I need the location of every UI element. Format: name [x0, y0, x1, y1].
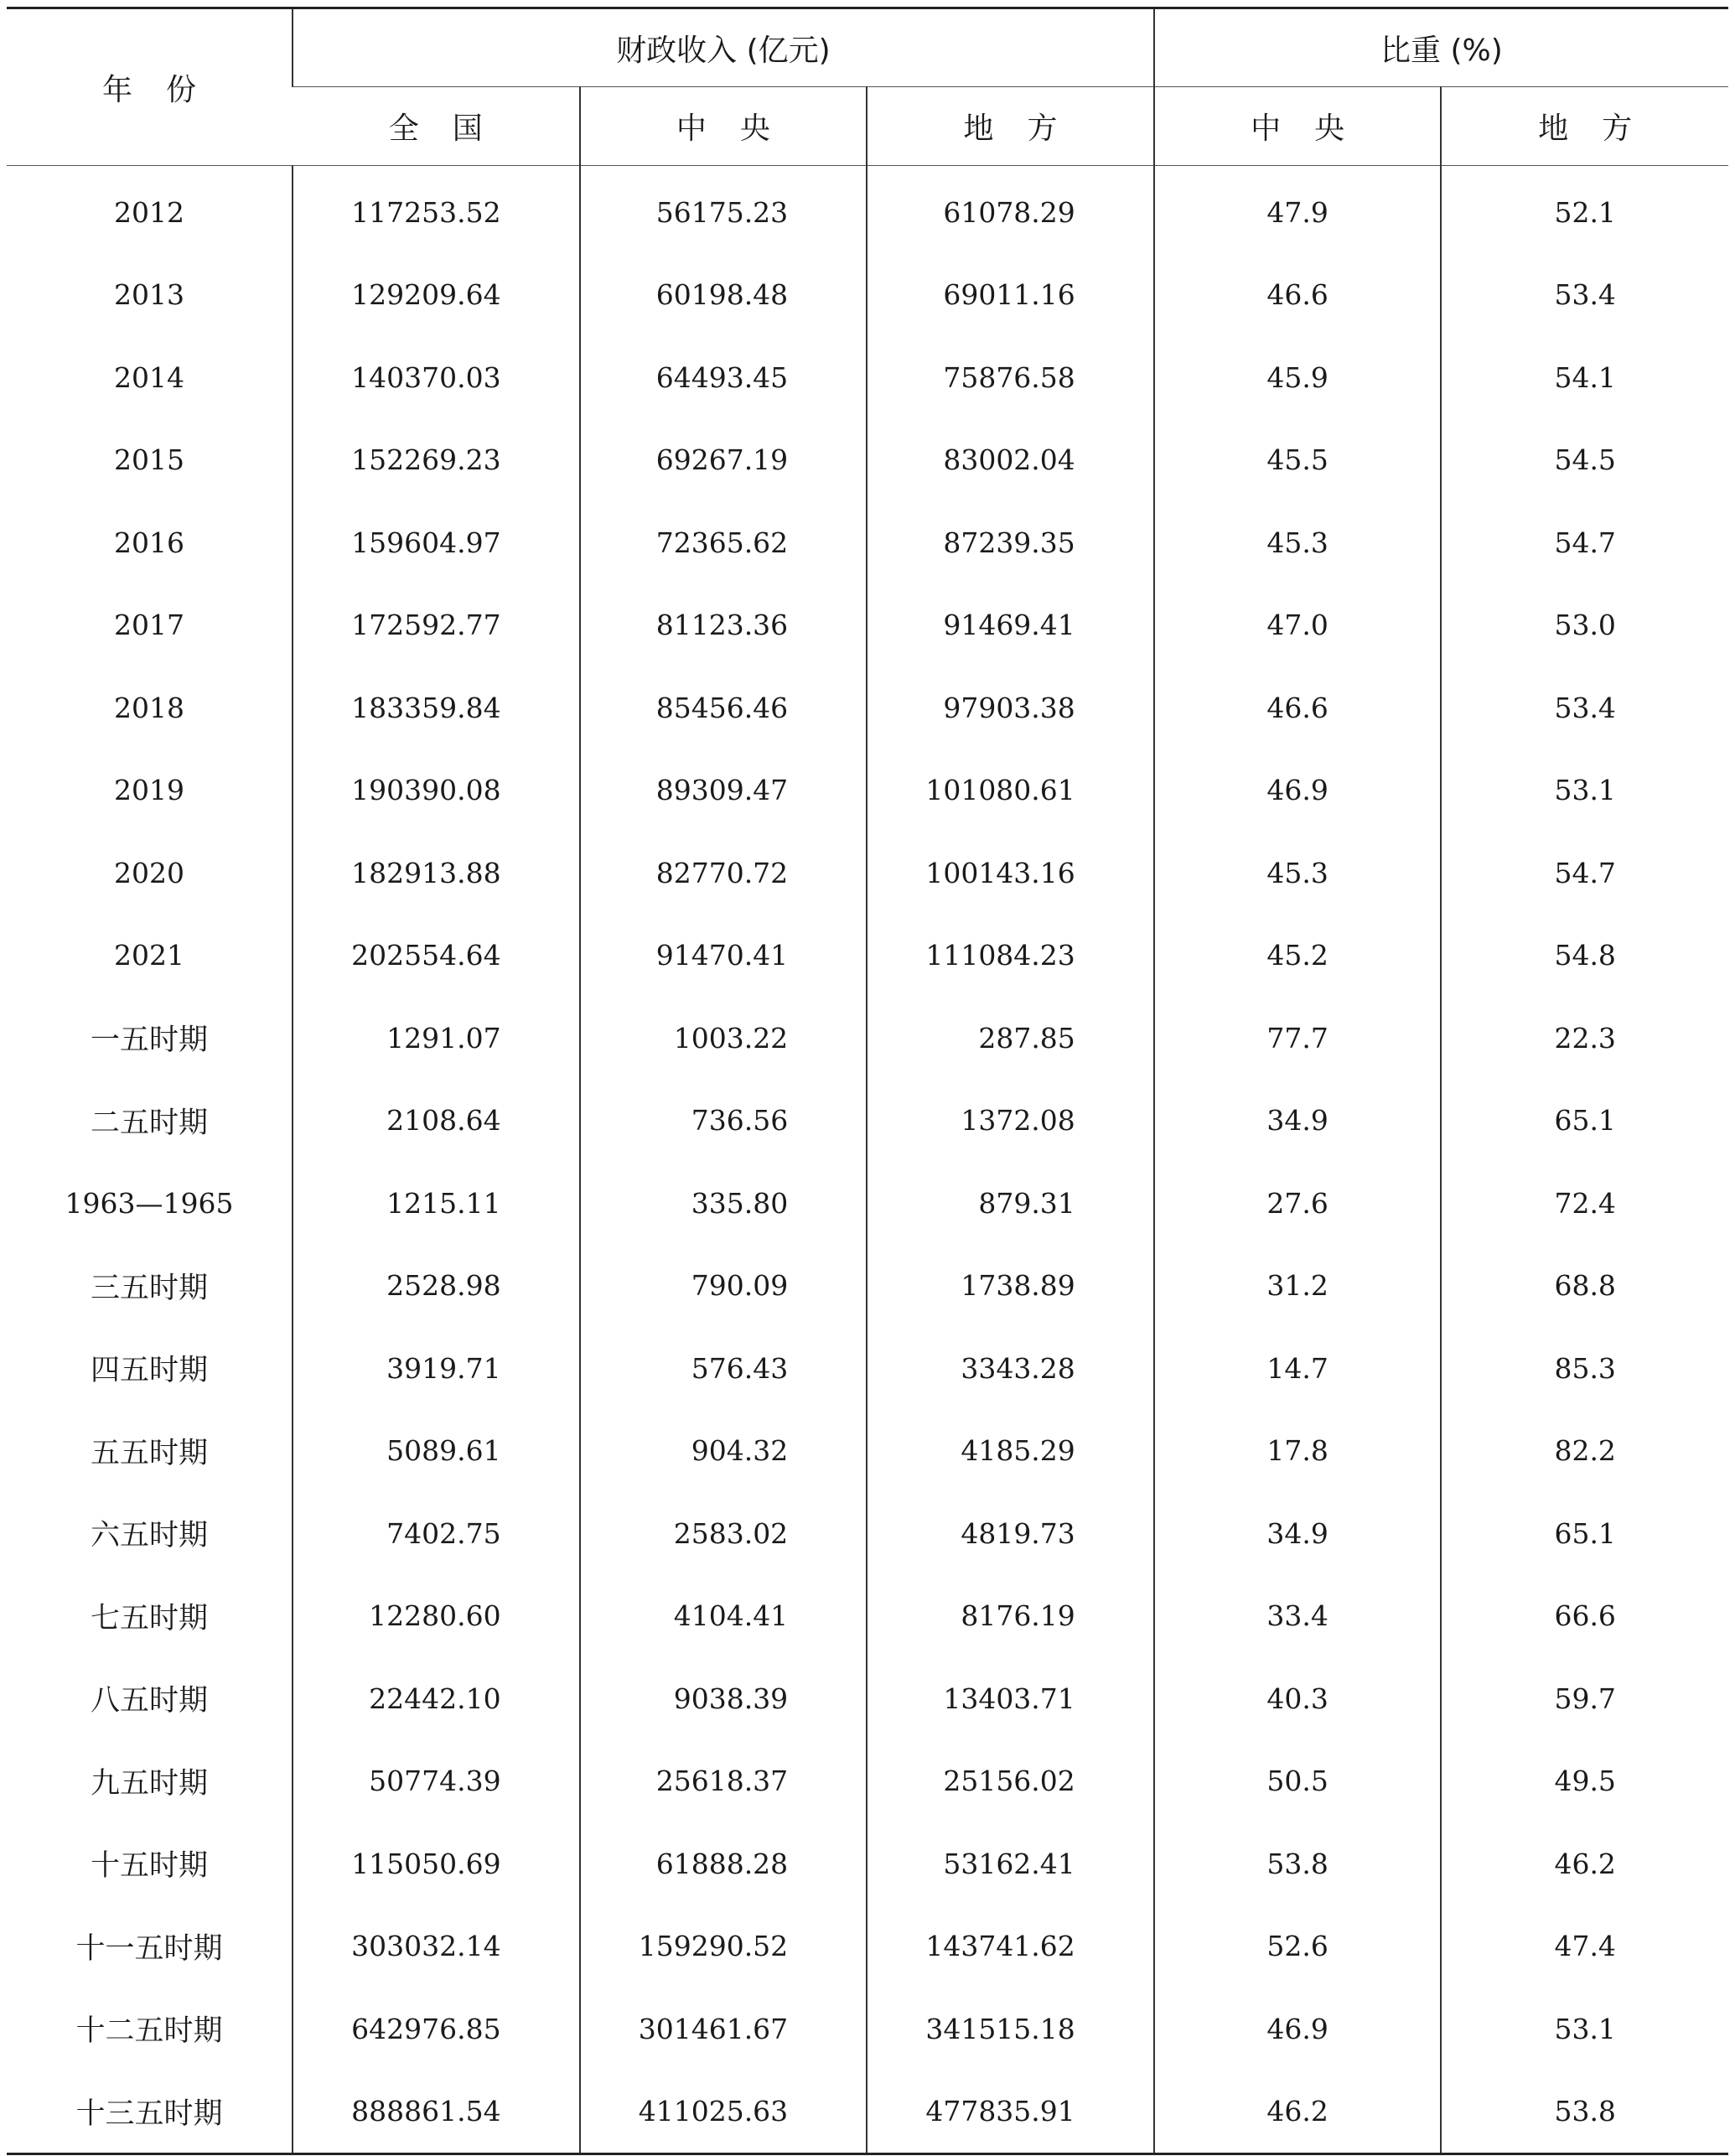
cell-local: 61078.29: [867, 166, 1154, 254]
cell-share-local: 53.4: [1441, 666, 1728, 749]
cell-share-central: 34.9: [1154, 1080, 1442, 1163]
cell-central: 790.09: [580, 1245, 868, 1328]
cell-national: 129209.64: [293, 254, 580, 337]
cell-central: 1003.22: [580, 997, 868, 1080]
cell-share-central: 45.2: [1154, 915, 1442, 998]
header-year: 年份: [7, 8, 293, 166]
cell-share-local: 53.8: [1441, 2070, 1728, 2154]
cell-year: 四五时期: [90, 1354, 208, 1388]
table-row: [7, 1245, 1728, 1328]
cell-share-central: 45.5: [1154, 419, 1442, 502]
table-row: [7, 336, 1728, 419]
cell-year: 2021: [114, 939, 184, 972]
cell-year: 一五时期: [90, 1024, 208, 1058]
cell-national: 117253.52: [293, 166, 580, 254]
cell-year: 1963—1965: [65, 1186, 234, 1220]
table-row: [7, 501, 1728, 584]
cell-central: 56175.23: [580, 166, 868, 254]
table-row: [7, 166, 1728, 254]
table-row: [7, 749, 1728, 832]
table-row: [7, 832, 1728, 915]
cell-national: 2108.64: [293, 1080, 580, 1163]
cell-share-local: 54.8: [1441, 915, 1728, 998]
table-row: [7, 1575, 1728, 1658]
cell-national: 7402.75: [293, 1492, 580, 1575]
cell-share-central: 47.9: [1154, 166, 1442, 254]
cell-national: 888861.54: [293, 2070, 580, 2154]
cell-share-central: 52.6: [1154, 1905, 1442, 1988]
cell-central: 335.80: [580, 1162, 868, 1245]
cell-share-central: 45.3: [1154, 832, 1442, 915]
table-row: [7, 1080, 1728, 1163]
table-body: [7, 166, 1728, 2154]
cell-local: 477835.91: [867, 2070, 1154, 2154]
cell-national: 152269.23: [293, 419, 580, 502]
cell-local: 879.31: [867, 1162, 1154, 1245]
cell-local: 143741.62: [867, 1905, 1154, 1988]
cell-share-central: 45.3: [1154, 501, 1442, 584]
cell-share-central: 31.2: [1154, 1245, 1442, 1328]
cell-local: 341515.18: [867, 1988, 1154, 2070]
cell-national: 183359.84: [293, 666, 580, 749]
cell-local: 75876.58: [867, 336, 1154, 419]
cell-year: 十二五时期: [75, 2014, 223, 2049]
cell-central: 85456.46: [580, 666, 868, 749]
cell-share-local: 53.4: [1441, 254, 1728, 337]
cell-central: 72365.62: [580, 501, 868, 584]
cell-share-central: 46.6: [1154, 666, 1442, 749]
cell-year: 三五时期: [90, 1271, 208, 1305]
table-row: [7, 1905, 1728, 1988]
cell-national: 50774.39: [293, 1740, 580, 1823]
cell-national: 202554.64: [293, 915, 580, 998]
cell-year: 2015: [114, 443, 184, 477]
cell-share-central: 46.9: [1154, 1988, 1442, 2070]
cell-year: 2013: [114, 278, 184, 312]
cell-share-central: 17.8: [1154, 1410, 1442, 1493]
cell-share-local: 68.8: [1441, 1245, 1728, 1328]
cell-year: 2014: [114, 360, 184, 394]
cell-local: 3343.28: [867, 1327, 1154, 1410]
cell-share-local: 59.7: [1441, 1657, 1728, 1740]
header-national: 全国: [293, 87, 580, 166]
cell-central: 411025.63: [580, 2070, 868, 2154]
cell-share-local: 82.2: [1441, 1410, 1728, 1493]
cell-central: 60198.48: [580, 254, 868, 337]
cell-year: 二五时期: [90, 1106, 208, 1140]
cell-share-central: 50.5: [1154, 1740, 1442, 1823]
cell-national: 190390.08: [293, 749, 580, 832]
cell-central: 69267.19: [580, 419, 868, 502]
cell-local: 287.85: [867, 997, 1154, 1080]
cell-year: 2020: [114, 856, 184, 889]
cell-year: 2016: [114, 526, 184, 559]
table-row: [7, 666, 1728, 749]
table-row: [7, 1740, 1728, 1823]
cell-local: 4819.73: [867, 1492, 1154, 1575]
cell-local: 97903.38: [867, 666, 1154, 749]
cell-local: 83002.04: [867, 419, 1154, 502]
cell-national: 140370.03: [293, 336, 580, 419]
cell-share-local: 53.0: [1441, 584, 1728, 667]
cell-share-local: 85.3: [1441, 1327, 1728, 1410]
cell-national: 182913.88: [293, 832, 580, 915]
cell-central: 904.32: [580, 1410, 868, 1493]
cell-share-central: 47.0: [1154, 584, 1442, 667]
cell-share-local: 65.1: [1441, 1080, 1728, 1163]
cell-central: 159290.52: [580, 1905, 868, 1988]
header-local: 地方: [867, 87, 1154, 166]
cell-year: 五五时期: [90, 1436, 208, 1470]
cell-year: 十五时期: [90, 1849, 208, 1884]
cell-share-local: 54.1: [1441, 336, 1728, 419]
cell-share-central: 53.8: [1154, 1822, 1442, 1905]
cell-national: 1291.07: [293, 997, 580, 1080]
cell-year: 八五时期: [90, 1684, 208, 1718]
cell-share-central: 34.9: [1154, 1492, 1442, 1575]
cell-national: 2528.98: [293, 1245, 580, 1328]
cell-national: 642976.85: [293, 1988, 580, 2070]
header-share-central: 中央: [1154, 87, 1442, 166]
cell-share-local: 65.1: [1441, 1492, 1728, 1575]
cell-central: 576.43: [580, 1327, 868, 1410]
cell-share-local: 47.4: [1441, 1905, 1728, 1988]
cell-national: 12280.60: [293, 1575, 580, 1658]
cell-local: 53162.41: [867, 1822, 1154, 1905]
cell-central: 736.56: [580, 1080, 868, 1163]
header-revenue-group: 财政收入 (亿元): [293, 8, 1154, 87]
cell-year: 2017: [114, 609, 184, 642]
cell-central: 61888.28: [580, 1822, 868, 1905]
table-row: [7, 584, 1728, 667]
cell-share-central: 46.2: [1154, 2070, 1442, 2154]
header-share-group: 比重 (%): [1154, 8, 1728, 87]
cell-central: 91470.41: [580, 915, 868, 998]
cell-national: 115050.69: [293, 1822, 580, 1905]
cell-share-local: 46.2: [1441, 1822, 1728, 1905]
cell-share-central: 27.6: [1154, 1162, 1442, 1245]
cell-central: 4104.41: [580, 1575, 868, 1658]
table-row: [7, 419, 1728, 502]
table-row: [7, 1657, 1728, 1740]
cell-share-central: 77.7: [1154, 997, 1442, 1080]
cell-local: 25156.02: [867, 1740, 1154, 1823]
cell-share-local: 54.7: [1441, 832, 1728, 915]
cell-share-local: 53.1: [1441, 1988, 1728, 2070]
cell-year: 2018: [114, 691, 184, 724]
cell-local: 4185.29: [867, 1410, 1154, 1493]
cell-local: 1372.08: [867, 1080, 1154, 1163]
cell-share-local: 54.7: [1441, 501, 1728, 584]
table-row: [7, 1822, 1728, 1905]
cell-national: 303032.14: [293, 1905, 580, 1988]
cell-central: 89309.47: [580, 749, 868, 832]
cell-central: 25618.37: [580, 1740, 868, 1823]
cell-local: 13403.71: [867, 1657, 1154, 1740]
cell-share-local: 54.5: [1441, 419, 1728, 502]
header-share-local: 地方: [1441, 87, 1728, 166]
cell-local: 111084.23: [867, 915, 1154, 998]
table-row: [7, 997, 1728, 1080]
cell-local: 1738.89: [867, 1245, 1154, 1328]
cell-local: 69011.16: [867, 254, 1154, 337]
cell-share-local: 49.5: [1441, 1740, 1728, 1823]
cell-share-central: 46.9: [1154, 749, 1442, 832]
cell-share-central: 14.7: [1154, 1327, 1442, 1410]
cell-central: 81123.36: [580, 584, 868, 667]
cell-national: 159604.97: [293, 501, 580, 584]
cell-local: 101080.61: [867, 749, 1154, 832]
cell-share-central: 46.6: [1154, 254, 1442, 337]
cell-share-local: 66.6: [1441, 1575, 1728, 1658]
table-row: [7, 1988, 1728, 2070]
cell-national: 1215.11: [293, 1162, 580, 1245]
cell-share-local: 53.1: [1441, 749, 1728, 832]
cell-share-local: 72.4: [1441, 1162, 1728, 1245]
cell-local: 8176.19: [867, 1575, 1154, 1658]
table-row: [7, 1162, 1728, 1245]
cell-national: 22442.10: [293, 1657, 580, 1740]
table-row: [7, 1492, 1728, 1575]
cell-national: 5089.61: [293, 1410, 580, 1493]
cell-share-local: 22.3: [1441, 997, 1728, 1080]
table-row: [7, 1327, 1728, 1410]
cell-central: 301461.67: [580, 1988, 868, 2070]
cell-year: 十三五时期: [7, 2070, 293, 2154]
cell-share-central: 45.9: [1154, 336, 1442, 419]
cell-year: 2012: [114, 195, 184, 229]
fiscal-revenue-table: [7, 7, 1728, 2155]
table-header: [7, 8, 1728, 166]
table-row: [7, 915, 1728, 998]
table-row: [7, 2070, 1728, 2154]
cell-central: 82770.72: [580, 832, 868, 915]
cell-national: 172592.77: [293, 584, 580, 667]
cell-central: 2583.02: [580, 1492, 868, 1575]
cell-year: 九五时期: [90, 1766, 208, 1801]
cell-central: 64493.45: [580, 336, 868, 419]
cell-year: 十一五时期: [75, 1931, 223, 1966]
cell-local: 100143.16: [867, 832, 1154, 915]
table-row: [7, 254, 1728, 337]
header-central: 中央: [580, 87, 868, 166]
table-row: [7, 1410, 1728, 1493]
cell-year: 七五时期: [90, 1601, 208, 1635]
cell-share-central: 33.4: [1154, 1575, 1442, 1658]
cell-year: 六五时期: [90, 1519, 208, 1553]
cell-share-central: 40.3: [1154, 1657, 1442, 1740]
cell-year: 2019: [114, 774, 184, 807]
cell-share-local: 52.1: [1441, 166, 1728, 254]
cell-local: 91469.41: [867, 584, 1154, 667]
cell-local: 87239.35: [867, 501, 1154, 584]
header-row-group: [7, 8, 1728, 87]
cell-central: 9038.39: [580, 1657, 868, 1740]
cell-national: 3919.71: [293, 1327, 580, 1410]
